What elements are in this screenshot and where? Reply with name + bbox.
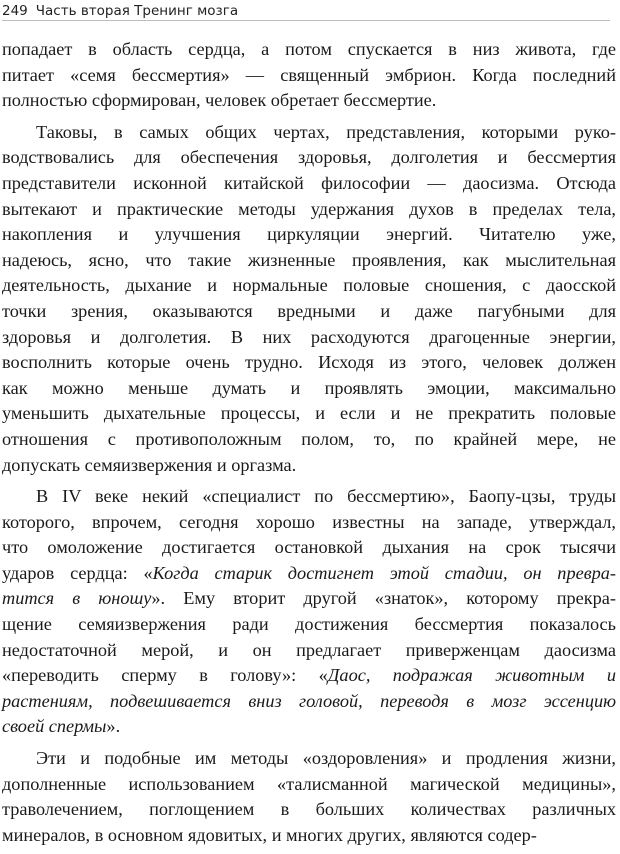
paragraph: [2, 746, 616, 848]
text-run: деятельность, дыхание и нормальные половые сношения, с даосской: [2, 275, 616, 296]
text-run: Таковы, в самых общих чертах, представления, которыми руко-: [36, 121, 616, 142]
text-run: что омоложение достигается остановкой дыхания на срок тысячи: [2, 537, 616, 558]
text-line: [2, 37, 616, 63]
text-run: В IV веке некий «специалист по бессмертию», Баопу-цзы, труды: [36, 486, 616, 507]
text-run: «переводить сперму в голову»: «: [2, 665, 328, 686]
text-line: [2, 401, 616, 427]
text-run: попадает в область сердца, а потом спускается в низ живота, где: [2, 39, 616, 59]
text-run: ударов сердца: «: [2, 562, 153, 583]
text-line: [2, 586, 616, 612]
text-line: [2, 427, 616, 453]
text-run: как можно меньше думать и проявлять эмоции, максимально: [2, 377, 616, 398]
text-line: [2, 299, 616, 325]
text-line: [2, 350, 616, 376]
body-text: [2, 37, 616, 854]
text-line: [2, 638, 616, 664]
text-run: допускать семяизвержения и оргазма.: [2, 454, 297, 475]
text-line: [2, 772, 616, 798]
text-run: вытекают и практические методы удержания духов в пределах тела,: [2, 198, 616, 219]
text-run: здоровья и долголетия. В них расходуются драгоценные энергии,: [2, 326, 616, 347]
text-run: точки зрения, оказываются вредными и даже пагубными для: [2, 300, 616, 321]
paragraph: [2, 37, 616, 114]
text-run: недостаточной мерой, и он предлагает приверженцам даосизма: [2, 639, 616, 660]
paragraph: [2, 484, 616, 740]
italic-quote: Когда старик достигнет этой стадии, он превра-: [152, 562, 617, 583]
text-line: [2, 376, 616, 402]
text-run: водствовались для обеспечения здоровья, долголетия и бессмертия: [2, 147, 616, 168]
text-line: [2, 222, 616, 248]
text-line: [2, 171, 616, 197]
text-line: [2, 746, 616, 772]
running-header: [2, 2, 610, 21]
text-line: [2, 535, 616, 561]
text-line: [2, 612, 616, 638]
italic-quote: Даос, подражая животным и: [327, 665, 616, 686]
text-run: траволечением, поглощением в больших количествах различных: [2, 799, 616, 820]
text-run: уменьшить дыхательные процессы, и если и не прекратить половые: [2, 403, 616, 424]
text-line: [2, 689, 616, 715]
text-line: [2, 88, 616, 114]
text-line: [2, 510, 616, 536]
text-run: минералов, в основном ядовитых, и многих других, являются содер-: [2, 824, 537, 845]
text-line: [2, 714, 616, 740]
paragraph: [2, 120, 616, 478]
text-run: накопления и улучшения циркуляции энергий. Читателю уже,: [2, 224, 616, 245]
text-run: дополненные использованием «талисманной магической медицины»,: [2, 773, 616, 794]
text-line: [2, 325, 616, 351]
text-run: ». Ему вторит другой «знаток», которому прекра-: [151, 588, 616, 609]
text-line: [2, 561, 616, 587]
text-line: [2, 453, 616, 479]
italic-quote: растениям, подвешивается вниз головой, переводя в мозг эссенцию: [2, 690, 616, 711]
text-line: [2, 145, 616, 171]
text-line: [2, 797, 616, 823]
chapter-title: Часть вторая Тренинг мозга: [35, 3, 239, 19]
text-run: представители исконной китайской философии — даосизма. Отсюда: [2, 172, 616, 193]
text-line: [2, 823, 616, 849]
italic-quote: тится в юношу: [2, 588, 152, 609]
text-run: щение семяизвержения ради достижения бессмертия показалось: [2, 614, 616, 635]
text-run: надеюсь, ясно, что такие жизненные проявления, как мыслительная: [2, 249, 616, 270]
text-run: питает «семя бессмертия» — священный эмбрион. Когда последний: [2, 64, 616, 85]
italic-quote: своей спермы: [2, 716, 107, 737]
text-run: ».: [106, 716, 121, 737]
text-run: отношения с противоположным полом, то, по крайней мере, не: [2, 428, 616, 449]
text-line: [2, 197, 616, 223]
text-run: Эти и подобные им методы «оздоровления» и продления жизни,: [36, 748, 616, 769]
text-line: [2, 663, 616, 689]
text-line: [2, 63, 616, 89]
text-line: [2, 273, 616, 299]
text-run: восполнить которые очень трудно. Исходя из этого, человек должен: [2, 352, 616, 373]
text-run: полностью сформирован, человек обретает бессмертие.: [2, 90, 437, 111]
text-run: которого, впрочем, сегодня хорошо известны на западе, утверждал,: [2, 511, 616, 532]
text-line: [2, 120, 616, 146]
text-line: [2, 484, 616, 510]
text-line: [2, 248, 616, 274]
page-number: 249: [2, 3, 28, 19]
